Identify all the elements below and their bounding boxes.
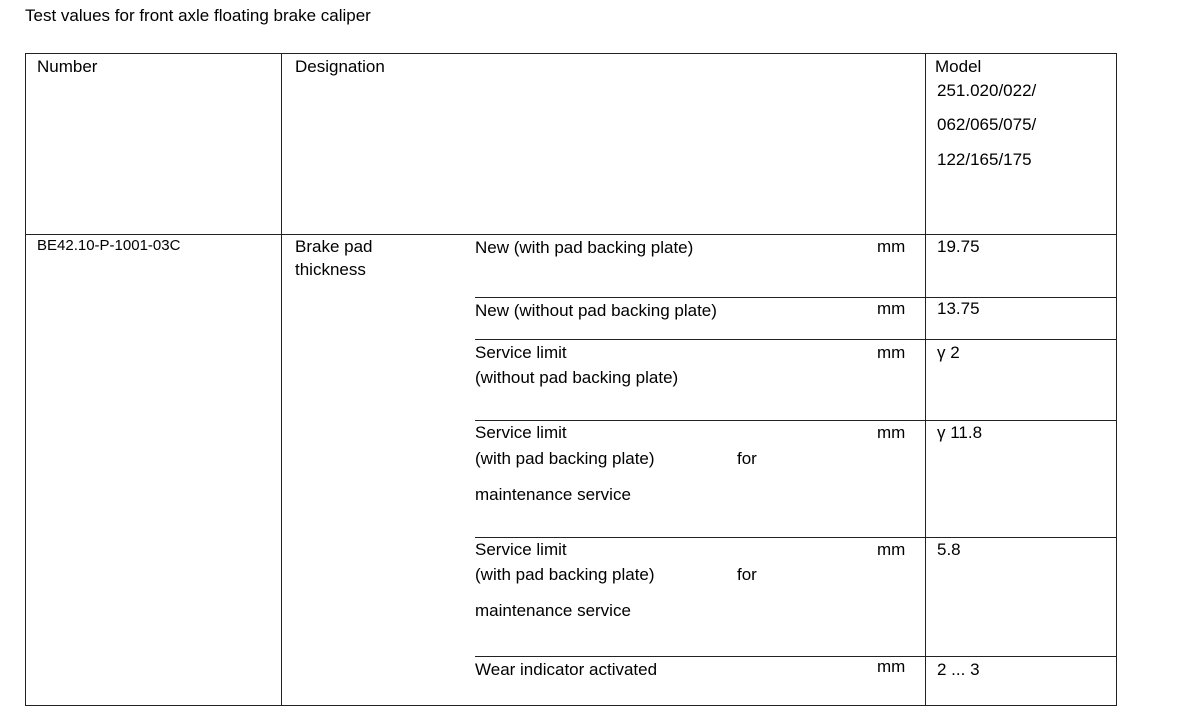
- header-divider: [25, 234, 1117, 235]
- designation-line: Brake pad: [295, 237, 373, 256]
- row-description: New (without pad backing plate): [475, 301, 717, 320]
- row-description: Service limit: [475, 423, 567, 442]
- row-value: γ 11.8: [937, 423, 983, 442]
- row-description: (with pad backing plate): [475, 565, 655, 584]
- document-number: BE42.10-P-1001-03C: [37, 237, 181, 254]
- header-number: Number: [37, 57, 98, 76]
- row-divider: [475, 420, 1117, 421]
- column-divider: [925, 53, 926, 706]
- row-description: maintenance service: [475, 485, 631, 504]
- row-for: for: [737, 565, 757, 584]
- model-line: 251.020/022/: [937, 81, 1037, 100]
- row-unit: mm: [877, 657, 906, 676]
- row-unit: mm: [877, 423, 906, 442]
- row-value: γ 2: [937, 343, 960, 362]
- model-line: 062/065/075/: [937, 115, 1037, 134]
- row-for: for: [737, 449, 757, 468]
- row-unit: mm: [877, 540, 906, 559]
- row-description: (with pad backing plate): [475, 449, 655, 468]
- model-line: 122/165/175: [937, 150, 1032, 169]
- header-designation: Designation: [295, 57, 385, 76]
- row-description: Service limit: [475, 540, 567, 559]
- row-unit: mm: [877, 299, 906, 318]
- row-unit: mm: [877, 343, 906, 362]
- row-description: (without pad backing plate): [475, 368, 679, 387]
- column-divider: [281, 53, 282, 706]
- row-description: Wear indicator activated: [475, 660, 658, 679]
- row-value: 19.75: [937, 237, 980, 256]
- document-title: Test values for front axle floating brake caliper: [25, 6, 371, 25]
- row-divider: [475, 537, 1117, 538]
- designation-line: thickness: [295, 260, 366, 279]
- row-description: New (with pad backing plate): [475, 238, 694, 257]
- header-model: Model: [935, 57, 982, 76]
- row-divider: [475, 297, 1117, 298]
- row-unit: mm: [877, 237, 906, 256]
- row-value: 2 ... 3: [937, 660, 980, 679]
- row-description: maintenance service: [475, 601, 631, 620]
- row-value: 13.75: [937, 299, 980, 318]
- row-value: 5.8: [937, 540, 961, 559]
- row-divider: [475, 656, 1117, 657]
- row-divider: [475, 339, 1117, 340]
- row-description: Service limit: [475, 343, 567, 362]
